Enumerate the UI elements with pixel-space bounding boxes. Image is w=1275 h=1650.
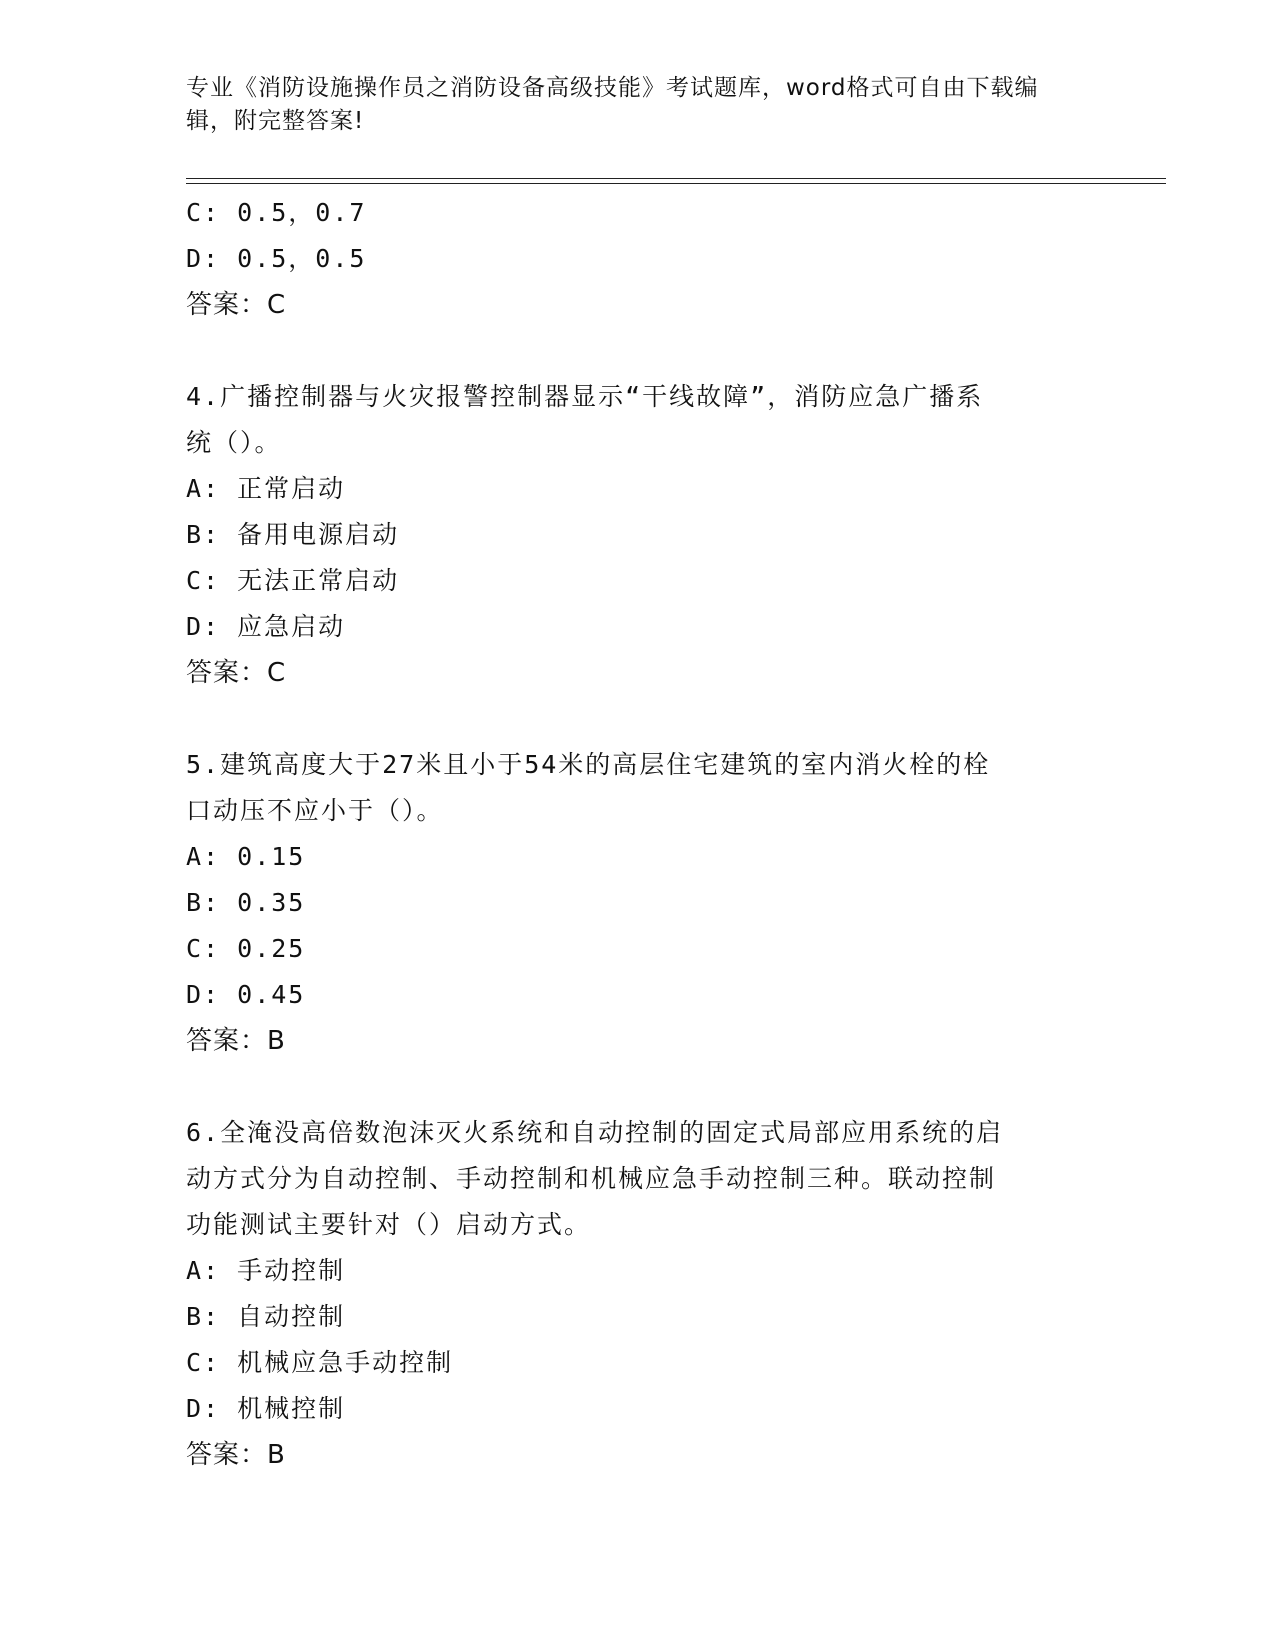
header-line-1: 专业《消防设施操作员之消防设备高级技能》考试题库，word格式可自由下载编: [186, 75, 1039, 101]
question-stem: 5.建筑高度大于27米且小于54米的高层住宅建筑的室内消火栓的栓: [186, 750, 991, 779]
option-c: C: 无法正常启动: [186, 566, 400, 595]
question-stem: 6.全淹没高倍数泡沫灭火系统和自动控制的固定式局部应用系统的启: [186, 1118, 1004, 1147]
spacer: [186, 696, 1066, 742]
spacer: [186, 1064, 1066, 1110]
option-c: C: 0.25: [186, 934, 306, 963]
question-stem: 功能测试主要针对（）启动方式。: [186, 1210, 592, 1239]
question-6: [186, 1110, 1066, 1478]
answer-line: 答案：C: [186, 658, 287, 688]
answer-line: 答案：C: [186, 290, 287, 320]
question-stem: 动方式分为自动控制、手动控制和机械应急手动控制三种。联动控制: [186, 1164, 997, 1193]
header-line-2: 辑，附完整答案!: [186, 108, 365, 134]
header-divider-bottom: [186, 183, 1166, 184]
option-b: B: 备用电源启动: [186, 520, 400, 549]
option-d: D: 0.5，0.5: [186, 244, 367, 273]
answer-line: 答案：B: [186, 1026, 286, 1056]
question-stem: 统（）。: [186, 428, 282, 457]
question-stem: 口动压不应小于（）。: [186, 796, 444, 825]
question-stem: 4.广播控制器与火灾报警控制器显示“干线故障”，消防应急广播系: [186, 382, 984, 411]
option-c: C: 0.5，0.7: [186, 198, 367, 227]
option-c: C: 机械应急手动控制: [186, 1348, 454, 1377]
option-b: B: 自动控制: [186, 1302, 346, 1331]
option-b: B: 0.35: [186, 888, 306, 917]
header-divider-top: [186, 178, 1166, 179]
question-list: [186, 190, 1066, 1478]
option-a: A: 0.15: [186, 842, 306, 871]
option-d: D: 机械控制: [186, 1394, 346, 1423]
option-d: D: 0.45: [186, 980, 306, 1009]
answer-line: 答案：B: [186, 1440, 286, 1470]
option-a: A: 正常启动: [186, 474, 346, 503]
spacer: [186, 328, 1066, 374]
question-4: [186, 374, 1066, 696]
document-header: [186, 72, 1066, 138]
question-5: [186, 742, 1066, 1064]
question-3-tail: [186, 190, 1066, 328]
option-d: D: 应急启动: [186, 612, 346, 641]
option-a: A: 手动控制: [186, 1256, 346, 1285]
